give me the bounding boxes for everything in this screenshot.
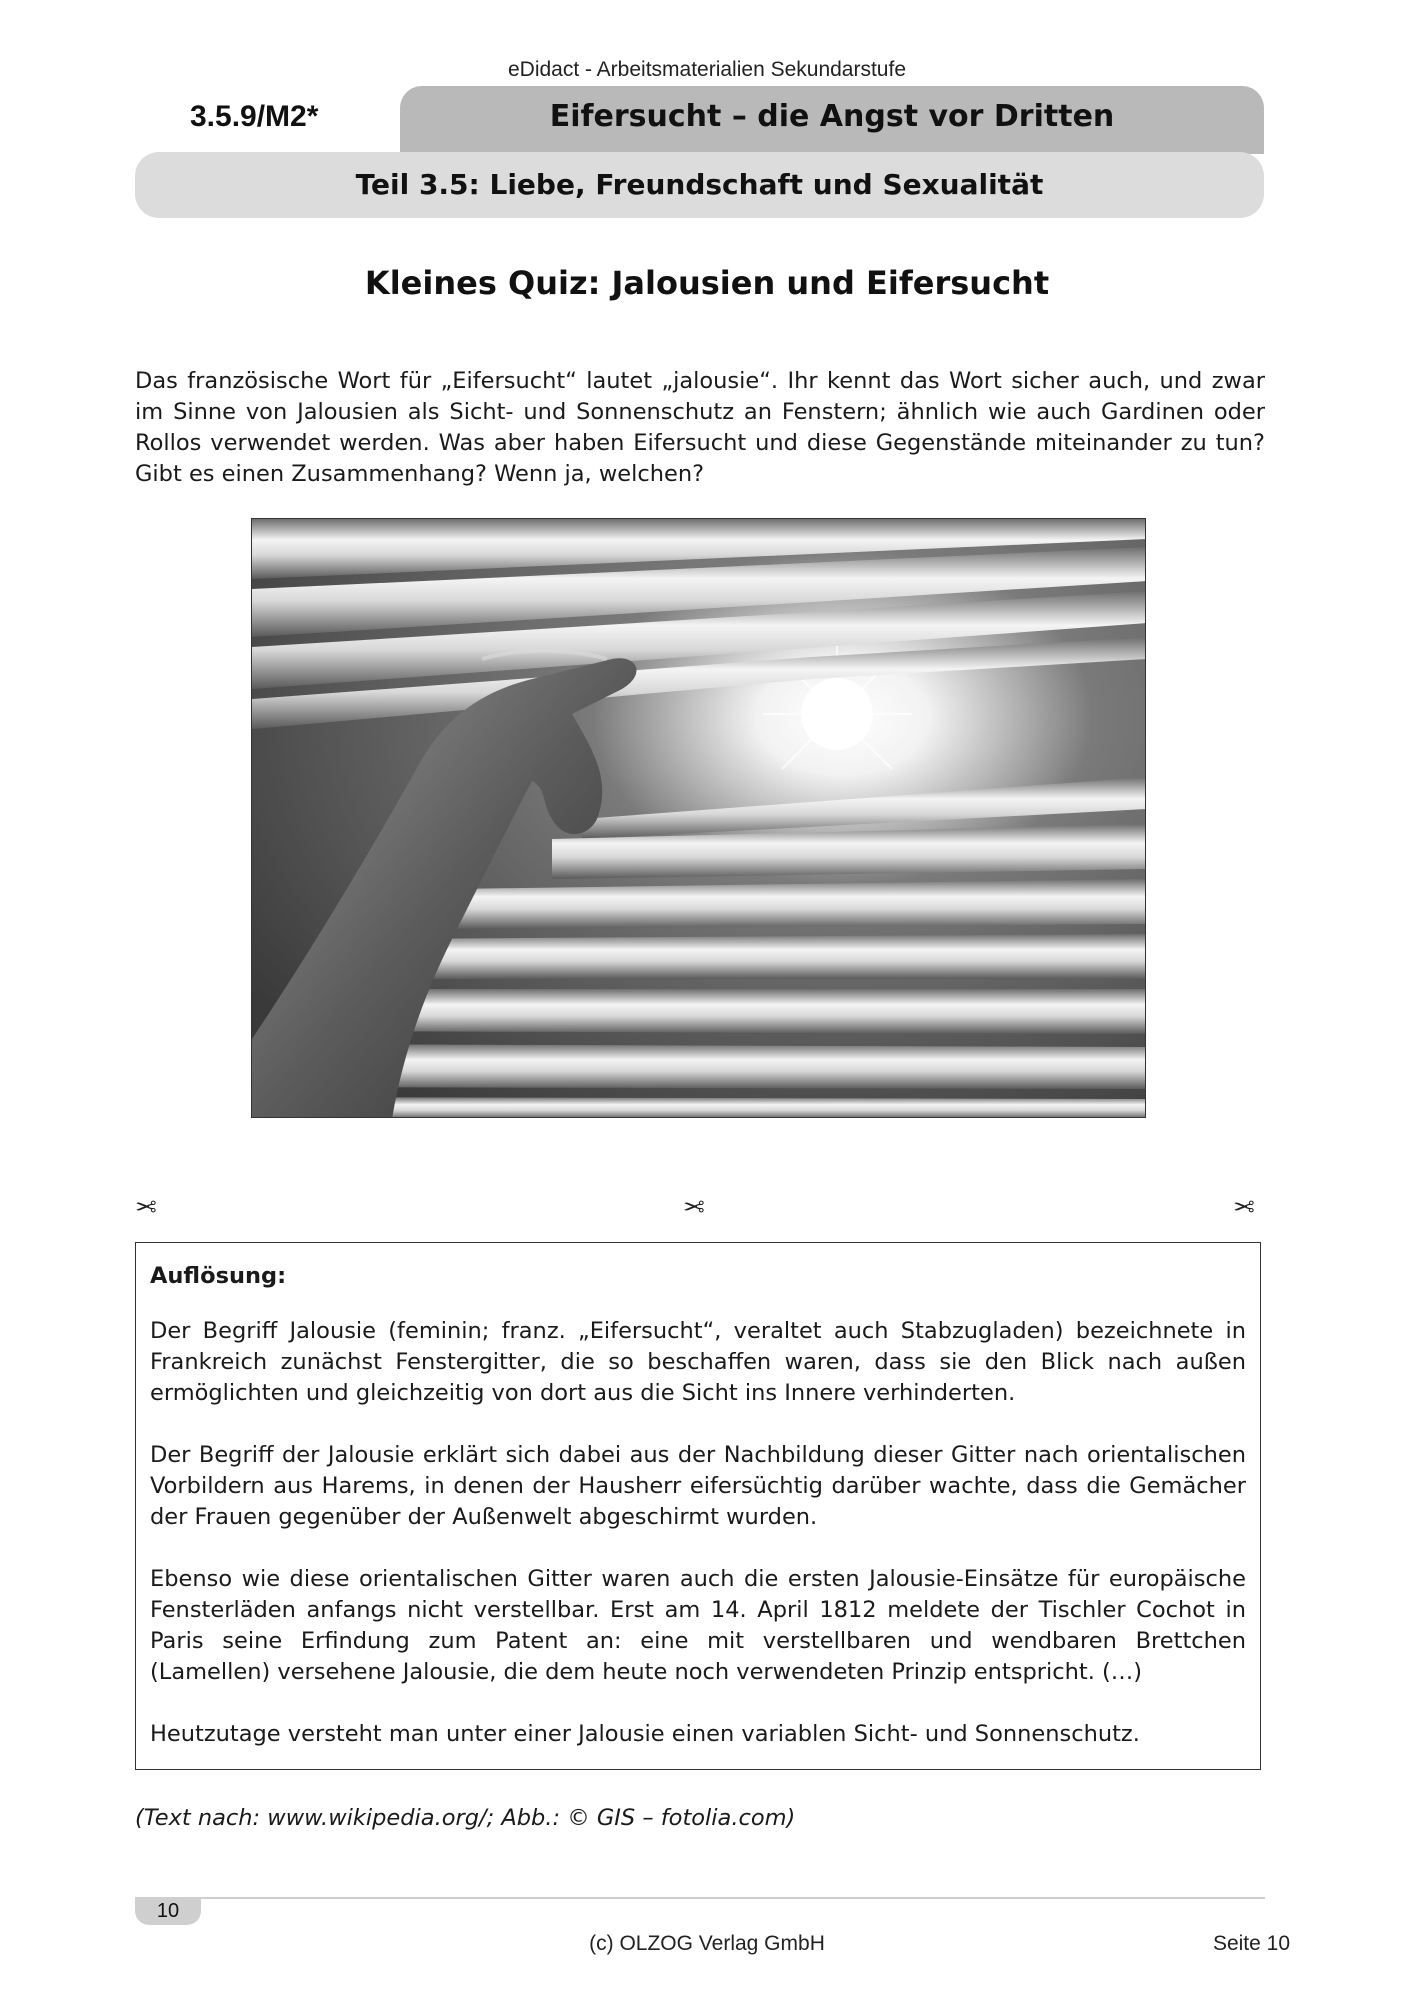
footer-page-label: Seite 10: [1212, 1932, 1290, 1955]
blinds-photo-illustration: [252, 519, 1146, 1118]
intro-paragraph: Das französische Wort für „Eifersucht“ lautet „jalousie“. Ihr kennt das Wort sicher auch, und zwar im Sinne von Jalousien als Sicht- und Sonnenschutz an Fenstern; ähnlich wie auch Gardinen oder Rollos verwendet werden. Was aber haben Eifersucht und diese Gegenstände miteinander zu tun? Gibt es einen Zusammenhang? Wenn ja, welchen?: [135, 368, 1265, 487]
page-number-badge: 10: [135, 1897, 201, 1925]
solution-heading: Auflösung:: [150, 1263, 287, 1289]
scissors-icon: ✂: [1233, 1190, 1255, 1220]
scissors-icon: ✂: [135, 1190, 157, 1220]
top-caption: eDidact - Arbeitsmaterialien Sekundarstufe: [507, 58, 907, 81]
section-subtitle: Teil 3.5: Liebe, Freundschaft und Sexualität: [355, 168, 1044, 201]
solution-paragraph: Der Begriff Jalousie (feminin; franz. „Eifersucht“, veraltet auch Stabzugladen) bezeichnete in Frankreich zunächst Fenstergitter, die so beschaffen waren, dass sie den Blick nach außen ermöglichten und gleichzeitig von dort aus die Sicht ins Innere verhinderten.: [150, 1318, 1246, 1406]
scissors-icon: ✂: [683, 1190, 705, 1220]
sun: [801, 678, 873, 750]
source-note: (Text nach: www.wikipedia.org/; Abb.: © GIS – fotolia.com): [135, 1805, 796, 1831]
material-code: 3.5.9/M2*: [190, 100, 319, 133]
footer-publisher: (c) OLZOG Verlag GmbH: [589, 1932, 825, 1955]
blinds-photo: [251, 518, 1146, 1118]
solution-paragraph: Der Begriff der Jalousie erklärt sich dabei aus der Nachbildung dieser Gitter nach orientalischen Vorbildern aus Harems, in denen der Hausherr eifersüchtig darüber wachte, dass die Gemächer der Frauen gegenüber der Außenwelt abgeschirmt wurden.: [150, 1442, 1246, 1530]
cut-line: [135, 1190, 1265, 1220]
solution-box: [135, 1242, 1261, 1770]
solution-content: [150, 1261, 1246, 1750]
worksheet-title: Eifersucht – die Angst vor Dritten: [549, 99, 1115, 134]
quiz-title: Kleines Quiz: Jalousien und Eifersucht: [364, 264, 1050, 302]
solution-paragraph: Ebenso wie diese orientalischen Gitter waren auch die ersten Jalousie-Einsätze für europäische Fensterläden anfangs nicht verstellbar. Erst am 14. April 1812 meldete der Tischler Cochot in Paris seine Erfindung zum Patent an: eine mit verstellbaren und wendbaren Brettchen (Lamellen) versehene Jalousie, die dem heute noch verwendeten Prinzip entspricht. (…): [150, 1566, 1246, 1685]
solution-paragraph: Heutzutage versteht man unter einer Jalousie einen variablen Sicht- und Sonnenschutz.: [150, 1721, 1140, 1747]
footer-rule: [135, 1897, 1265, 1899]
